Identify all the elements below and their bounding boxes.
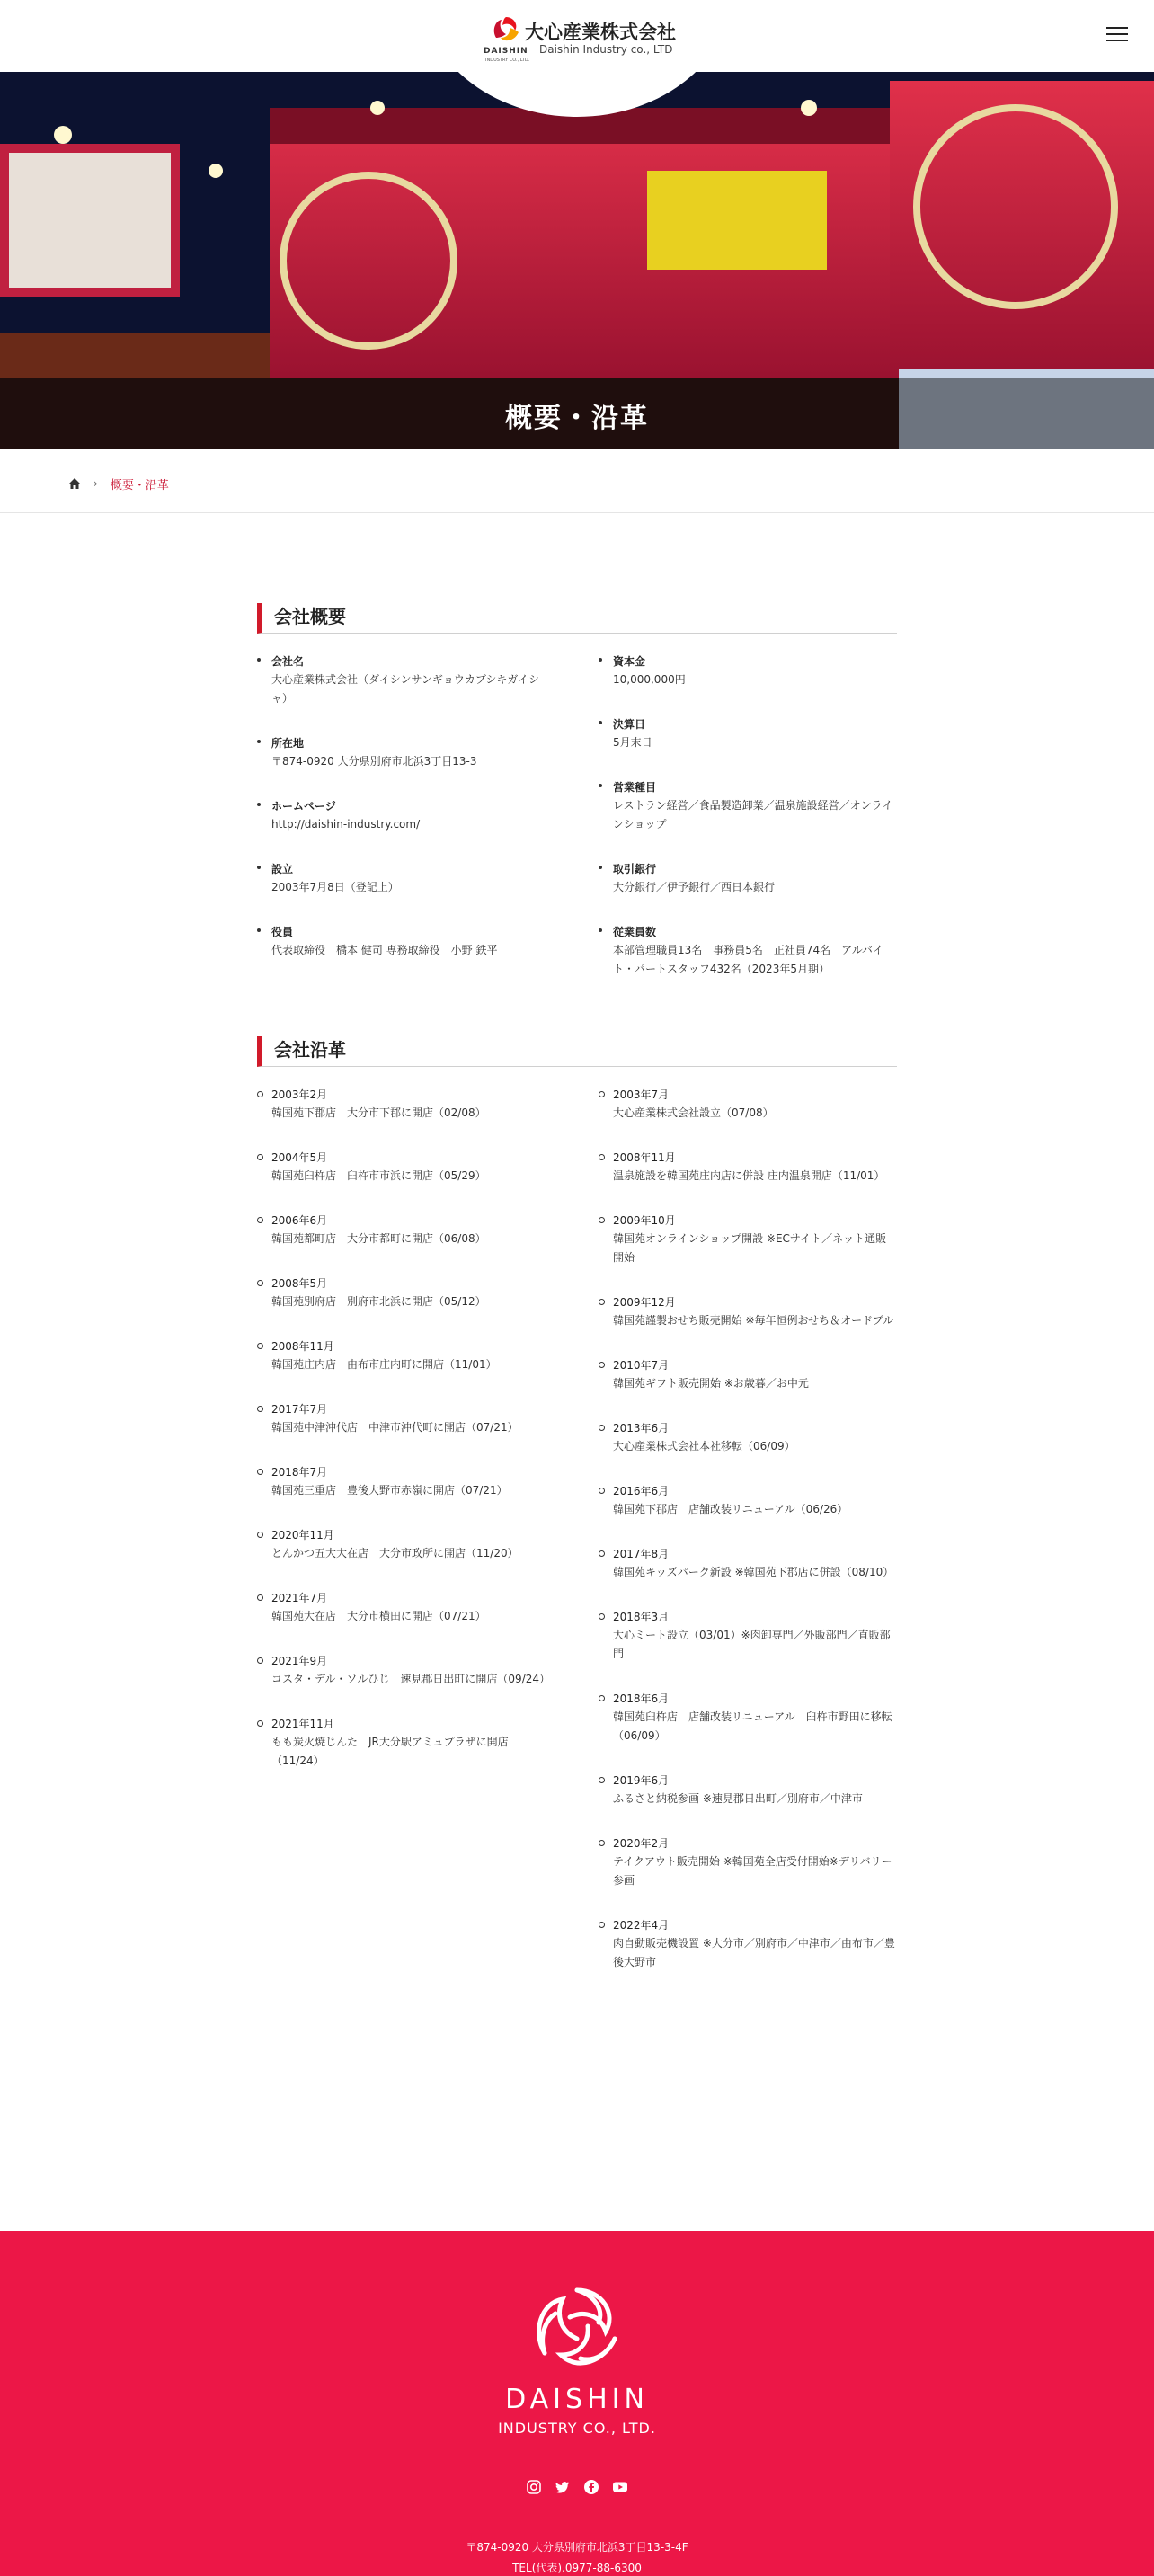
home-icon[interactable] [68,477,81,490]
overview-value: 大心産業株式会社（ダイシンサンギョウカブシキガイシャ） [271,673,540,705]
history-date: 2017年7月 [271,1403,328,1416]
history-event: 韓国苑中津沖代店 中津市沖代町に開店（07/21） [271,1421,519,1434]
history-event: 肉自動販売機設置 ※大分市／別府市／中津市／由布市／豊後大野市 [613,1937,895,1968]
history-item [599,1772,897,1808]
history-event: 韓国苑別府店 別府市北浜に開店（05/12） [271,1295,486,1308]
instagram-icon[interactable] [526,2479,542,2495]
overview-label: ホームページ [271,800,336,813]
history-event: とんかつ五大大在店 大分市政所に開店（11/20） [271,1547,519,1559]
history-item [257,1212,545,1248]
history-item [257,1149,545,1186]
history-item [257,1400,545,1437]
history-date: 2022年4月 [613,1919,670,1932]
history-item [599,1086,897,1123]
history-item [257,1526,545,1563]
social-links [526,2479,628,2497]
history-event: 韓国苑謹製おせち販売開始 ※毎年恒例おせち＆オードブル [613,1314,894,1327]
overview-value: 10,000,000円 [613,673,686,686]
history-date: 2018年7月 [271,1466,328,1479]
history-date: 2020年2月 [613,1837,670,1850]
history-item [599,1482,897,1519]
logo-company-name-en: Daishin Industry co., LTD [539,43,673,56]
footer-tel[interactable]: TEL(代表).0977-88-6300 [512,2562,642,2574]
overview-item [599,778,897,834]
history-event: 韓国苑キッズパーク新設 ※韓国苑下郡店に併設（08/10） [613,1566,894,1578]
history-item [599,1916,897,1972]
history-date: 2021年9月 [271,1655,328,1667]
breadcrumb-divider [0,512,1154,513]
twitter-icon[interactable] [555,2479,571,2495]
history-right-column [599,1086,897,1998]
overview-right-column [599,653,897,1005]
history-event: 韓国苑臼杵店 臼杵市市浜に開店（05/29） [271,1169,486,1182]
history-item [599,1690,897,1745]
history-event: ふるさと納税参画 ※速見郡日出町／別府市／中津市 [613,1792,863,1805]
history-event: 大心産業株式会社設立（07/08） [613,1106,774,1119]
breadcrumb [68,475,169,493]
overview-item [257,653,545,708]
history-event: 韓国苑下郡店 大分市下郡に開店（02/08） [271,1106,486,1119]
history-left-column [257,1086,550,1797]
overview-value: 〒874-0920 大分県別府市北浜3丁目13-3 [271,755,477,768]
overview-value: 2003年7月8日（登記上） [271,881,399,893]
daishin-swirl-icon [491,14,521,45]
history-item [257,1652,550,1689]
history-event: 大心産業株式会社本社移転（06/09） [613,1440,795,1452]
history-item [599,1419,897,1456]
history-item [257,1463,545,1500]
history-date: 2021年7月 [271,1592,328,1604]
overview-left-column [257,653,545,986]
overview-item [257,923,545,960]
overview-label: 従業員数 [613,926,657,938]
overview-item [599,860,897,897]
history-date: 2003年7月 [613,1088,670,1101]
overview-value: http://daishin-industry.com/ [271,818,421,831]
overview-label: 取引銀行 [613,863,657,875]
breadcrumb-current: 概要・沿革 [110,478,169,493]
hero-banner [0,72,1154,449]
history-event: コスタ・デル・ソルひじ 速見郡日出町に開店（09/24） [271,1673,550,1685]
overview-value: 大分銀行／伊予銀行／西日本銀行 [613,881,776,893]
history-date: 2017年8月 [613,1548,670,1560]
overview-item [599,653,897,689]
history-date: 2013年6月 [613,1422,670,1435]
history-event: 韓国苑大在店 大分市横田に開店（07/21） [271,1610,486,1622]
overview-item [599,715,897,752]
history-item [599,1212,897,1267]
history-event: 大心ミート設立（03/01）※肉卸専門／外販部門／直販部門 [613,1629,891,1660]
facebook-icon[interactable] [583,2479,599,2495]
history-item [599,1293,897,1330]
logo-mark-subtext: INDUSTRY CO., LTD. [485,58,530,63]
history-event: 韓国苑庄内店 由布市庄内町に開店（11/01） [271,1358,497,1371]
logo-company-name-jp: 大心産業株式会社 [525,22,676,43]
chevron-right-icon: › [93,477,98,490]
overview-label: 所在地 [271,737,305,750]
overview-heading: 会社概要 [257,603,897,634]
history-date: 2018年6月 [613,1692,670,1705]
history-date: 2008年11月 [613,1151,676,1164]
logo-mark-text: DAISHIN [484,47,528,56]
history-item [257,1086,545,1123]
history-item [599,1608,897,1664]
history-event: 韓国苑都町店 大分市都町に開店（06/08） [271,1232,486,1245]
history-item [599,1545,897,1582]
history-date: 2009年10月 [613,1214,676,1227]
footer-company-name: DAISHIN [505,2384,649,2415]
history-event: 韓国苑ギフト販売開始 ※お歳暮／お中元 [613,1377,809,1390]
overview-label: 設立 [271,863,294,875]
history-date: 2016年6月 [613,1485,670,1497]
overview-label: 決算日 [613,718,646,731]
overview-item [599,923,897,979]
history-item [599,1834,897,1890]
history-item [257,1589,545,1626]
history-date: 2010年7月 [613,1359,670,1372]
history-date: 2009年12月 [613,1296,676,1309]
history-date: 2020年11月 [271,1529,334,1541]
history-item [599,1356,897,1393]
overview-item [257,734,545,771]
history-item [599,1149,897,1186]
footer-address: 〒874-0920 大分県別府市北浜3丁目13-3-4F [466,2541,688,2554]
history-date: 2008年11月 [271,1340,334,1353]
footer-company-sub: INDUSTRY CO., LTD. [498,2420,656,2437]
history-item [257,1337,545,1374]
menu-hamburger-icon[interactable] [1106,27,1128,43]
overview-item [257,860,545,897]
history-event: 韓国苑三重店 豊後大野市赤嶺に開店（07/21） [271,1484,508,1497]
history-heading: 会社沿革 [257,1036,897,1067]
history-event: もも炭火焼じんた JR大分駅アミュプラザに開店（11/24） [271,1736,509,1767]
site-footer [0,2231,1154,2576]
history-item [257,1275,545,1311]
overview-label: 資本金 [613,655,646,668]
youtube-icon[interactable] [612,2479,628,2495]
history-date: 2004年5月 [271,1151,328,1164]
history-date: 2008年5月 [271,1277,328,1290]
history-date: 2003年2月 [271,1088,328,1101]
overview-label: 会社名 [271,655,305,668]
history-event: テイクアウト販売開始 ※韓国苑全店受付開始※デリバリー参画 [613,1855,892,1887]
overview-value: 本部管理職員13名 事務員5名 正社員74名 アルバイト・パートスタッフ432名（2023年5月期） [613,944,883,975]
overview-label: 営業種目 [613,781,657,794]
history-event: 韓国苑オンラインショップ開設 ※ECサイト／ネット通販開始 [613,1232,887,1264]
history-event: 韓国苑下郡店 店舗改装リニューアル（06/26） [613,1503,848,1515]
history-date: 2021年11月 [271,1718,334,1730]
history-date: 2006年6月 [271,1214,328,1227]
overview-item [257,797,545,834]
overview-value: 代表取締役 橋本 健司 専務取締役 小野 鉄平 [271,944,498,956]
history-item [257,1715,545,1771]
overview-value: 5月末日 [613,736,652,749]
site-logo[interactable] [484,13,681,63]
daishin-swirl-icon [530,2283,624,2376]
overview-label: 役員 [271,926,294,938]
history-event: 温泉施設を韓国苑庄内店に併設 庄内温泉開店（11/01） [613,1169,885,1182]
page-title: 概要・沿革 [505,403,649,434]
history-date: 2018年3月 [613,1611,670,1623]
history-event: 韓国苑臼杵店 店舗改装リニューアル 臼杵市野田に移転（06/09） [613,1710,892,1742]
history-date: 2019年6月 [613,1774,670,1787]
overview-value: レストラン経営／食品製造卸業／温泉施設経営／オンラインショップ [613,799,893,831]
